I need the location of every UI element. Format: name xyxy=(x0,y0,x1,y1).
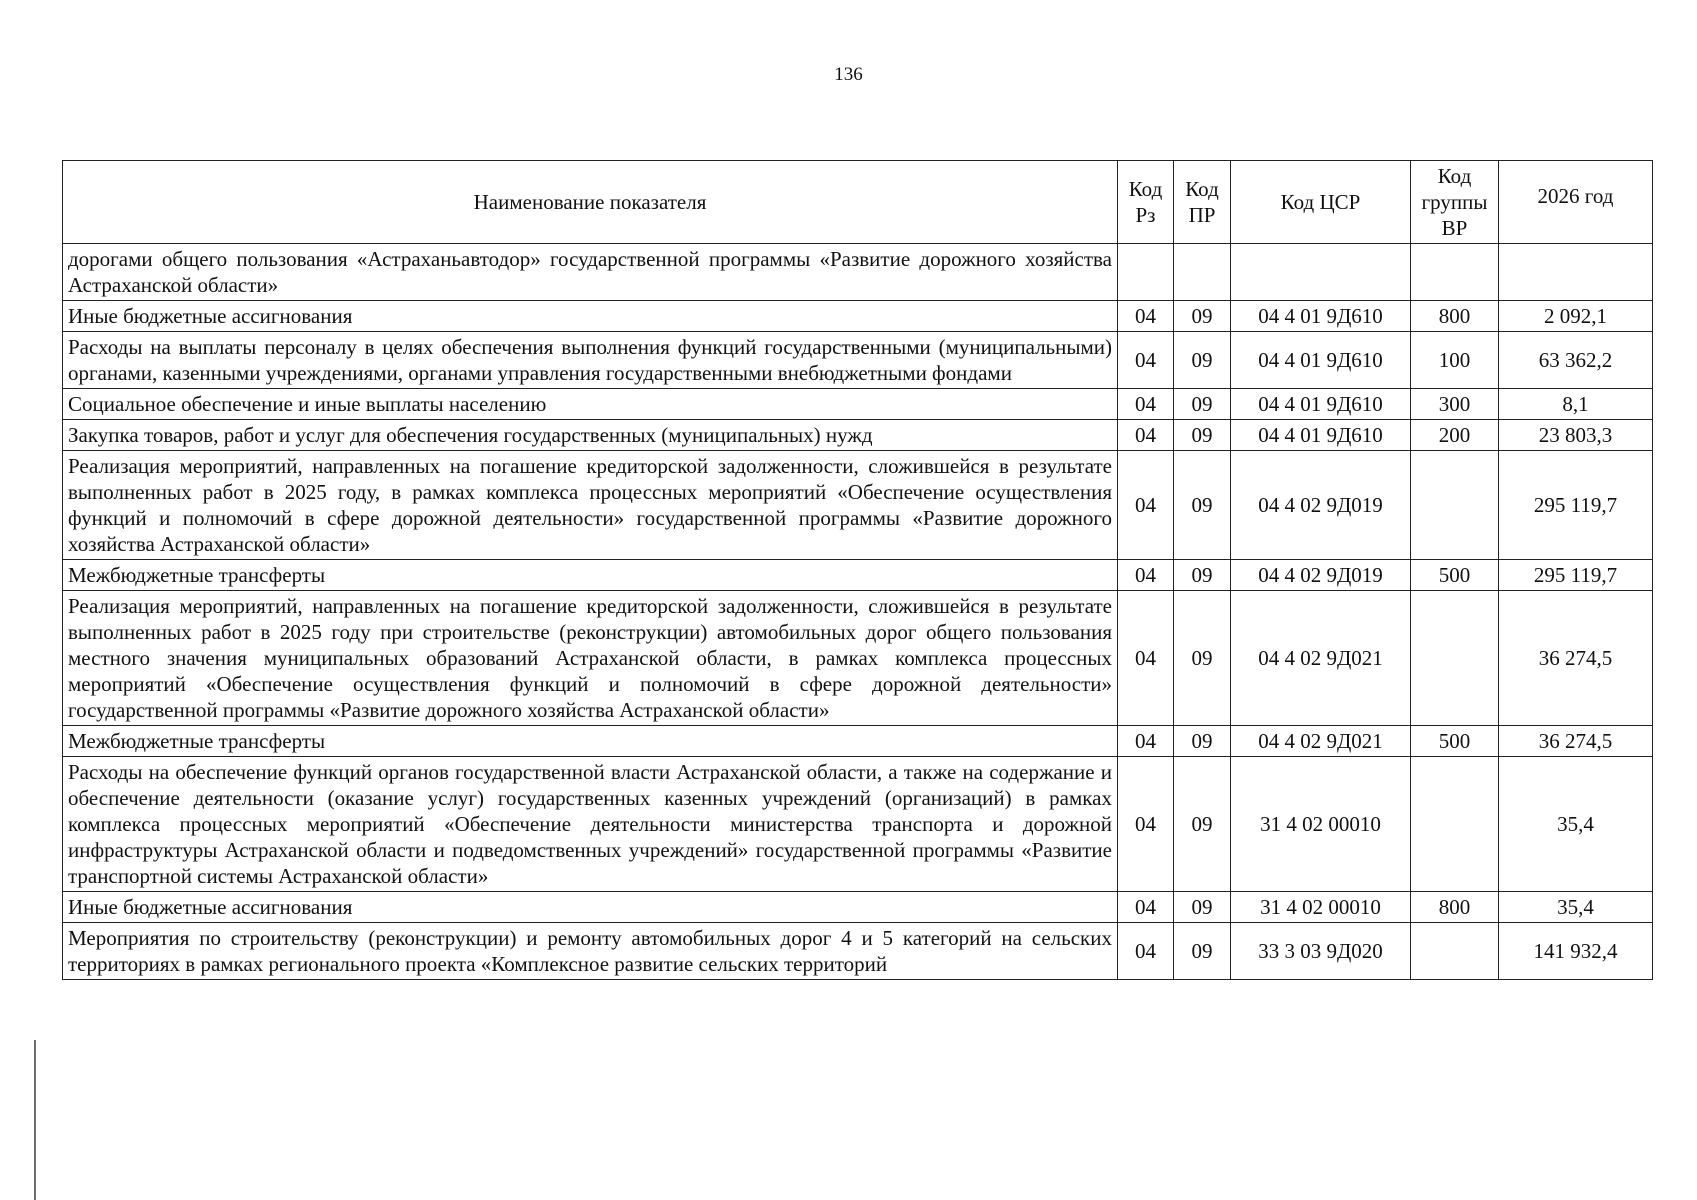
cell-rz: 04 xyxy=(1118,726,1174,757)
cell-csr: 33 3 03 9Д020 xyxy=(1231,923,1411,980)
cell-rz: 04 xyxy=(1118,591,1174,726)
table-row xyxy=(63,892,1653,923)
cell-rz: 04 xyxy=(1118,332,1174,389)
cell-pr xyxy=(1174,244,1231,301)
cell-value: 295 119,7 xyxy=(1499,451,1653,560)
cell-csr: 31 4 02 00010 xyxy=(1231,757,1411,892)
cell-value xyxy=(1499,244,1653,301)
cell-name: Мероприятия по строительству (реконструкции) и ремонту автомобильных дорог 4 и 5 категорий на сельских территориях в рамках регионального проекта «Комплексное развитие сельских территорий xyxy=(63,923,1118,980)
cell-vr: 800 xyxy=(1411,892,1499,923)
cell-name: Расходы на обеспечение функций органов государственной власти Астраханской области, а также на содержание и обеспечение деятельности (оказание услуг) государственных казенных учреждений (организаций) в рамках комплекса процессных мероприятий «Обеспечение деятельности министерства транспорта и дорожной инфраструктуры Астраханской области и подведомственных учреждений» государственной программы «Развитие транспортной системы Астраханской области» xyxy=(63,757,1118,892)
cell-csr: 04 4 01 9Д610 xyxy=(1231,332,1411,389)
cell-value: 35,4 xyxy=(1499,757,1653,892)
header-name: Наименование показателя xyxy=(63,161,1118,244)
cell-name: Межбюджетные трансферты xyxy=(63,726,1118,757)
cell-csr xyxy=(1231,244,1411,301)
table-row xyxy=(63,420,1653,451)
cell-pr: 09 xyxy=(1174,892,1231,923)
table-body xyxy=(63,244,1653,980)
cell-vr: 200 xyxy=(1411,420,1499,451)
table-row xyxy=(63,726,1653,757)
cell-rz: 04 xyxy=(1118,389,1174,420)
cell-name: Реализация мероприятий, направленных на погашение кредиторской задолженности, сложившейся в результате выполненных работ в 2025 году при строительстве (реконструкции) автомобильных дорог общего пользования местного значения муниципальных образований Астраханской области, в рамках комплекса процессных мероприятий «Обеспечение осуществления функций и полномочий в сфере дорожной деятельности» государственной программы «Развитие дорожного хозяйства Астраханской области» xyxy=(63,591,1118,726)
cell-value: 141 932,4 xyxy=(1499,923,1653,980)
header-vr: Код группы ВР xyxy=(1411,161,1499,244)
cell-rz xyxy=(1118,244,1174,301)
cell-value: 295 119,7 xyxy=(1499,560,1653,591)
cell-vr xyxy=(1411,451,1499,560)
cell-value: 63 362,2 xyxy=(1499,332,1653,389)
cell-pr: 09 xyxy=(1174,726,1231,757)
cell-pr: 09 xyxy=(1174,591,1231,726)
cell-name: Иные бюджетные ассигнования xyxy=(63,301,1118,332)
table-row xyxy=(63,332,1653,389)
cell-csr: 04 4 02 9Д019 xyxy=(1231,451,1411,560)
cell-value: 8,1 xyxy=(1499,389,1653,420)
cell-name: Реализация мероприятий, направленных на погашение кредиторской задолженности, сложившейся в результате выполненных работ в 2025 году, в рамках комплекса процессных мероприятий «Обеспечение осуществления функций и полномочий в сфере дорожной деятельности» государственной программы «Развитие дорожного хозяйства Астраханской области» xyxy=(63,451,1118,560)
cell-pr: 09 xyxy=(1174,923,1231,980)
cell-name: дорогами общего пользования «Астраханьавтодор» государственной программы «Развитие дорожного хозяйства Астраханской области» xyxy=(63,244,1118,301)
cell-name: Иные бюджетные ассигнования xyxy=(63,892,1118,923)
cell-rz: 04 xyxy=(1118,451,1174,560)
cell-csr: 04 4 02 9Д019 xyxy=(1231,560,1411,591)
budget-table xyxy=(62,160,1653,980)
table-row xyxy=(63,757,1653,892)
cell-value: 23 803,3 xyxy=(1499,420,1653,451)
cell-vr xyxy=(1411,591,1499,726)
cell-name: Межбюджетные трансферты xyxy=(63,560,1118,591)
cell-rz: 04 xyxy=(1118,923,1174,980)
cell-rz: 04 xyxy=(1118,420,1174,451)
table-row xyxy=(63,451,1653,560)
header-year: 2026 год xyxy=(1499,161,1653,244)
cell-pr: 09 xyxy=(1174,451,1231,560)
cell-value: 2 092,1 xyxy=(1499,301,1653,332)
cell-csr: 04 4 01 9Д610 xyxy=(1231,420,1411,451)
cell-pr: 09 xyxy=(1174,560,1231,591)
cell-vr: 500 xyxy=(1411,726,1499,757)
cell-csr: 04 4 02 9Д021 xyxy=(1231,591,1411,726)
scan-edge-line xyxy=(34,1040,36,1200)
cell-rz: 04 xyxy=(1118,301,1174,332)
table-row xyxy=(63,389,1653,420)
table-row xyxy=(63,560,1653,591)
table-row xyxy=(63,301,1653,332)
cell-vr: 300 xyxy=(1411,389,1499,420)
table-row xyxy=(63,591,1653,726)
cell-pr: 09 xyxy=(1174,332,1231,389)
cell-rz: 04 xyxy=(1118,892,1174,923)
cell-vr xyxy=(1411,757,1499,892)
cell-vr: 500 xyxy=(1411,560,1499,591)
cell-csr: 04 4 02 9Д021 xyxy=(1231,726,1411,757)
cell-vr: 100 xyxy=(1411,332,1499,389)
cell-rz: 04 xyxy=(1118,757,1174,892)
cell-csr: 04 4 01 9Д610 xyxy=(1231,301,1411,332)
cell-vr xyxy=(1411,244,1499,301)
header-csr: Код ЦСР xyxy=(1231,161,1411,244)
cell-vr: 800 xyxy=(1411,301,1499,332)
header-pr: Код ПР xyxy=(1174,161,1231,244)
cell-pr: 09 xyxy=(1174,301,1231,332)
table-row xyxy=(63,244,1653,301)
cell-value: 36 274,5 xyxy=(1499,726,1653,757)
cell-pr: 09 xyxy=(1174,420,1231,451)
page-number: 136 xyxy=(834,64,863,85)
cell-csr: 31 4 02 00010 xyxy=(1231,892,1411,923)
cell-name: Расходы на выплаты персоналу в целях обеспечения выполнения функций государственными (муниципальными) органами, казенными учреждениями, органами управления государственными внебюджетными фондами xyxy=(63,332,1118,389)
table-row xyxy=(63,923,1653,980)
cell-csr: 04 4 01 9Д610 xyxy=(1231,389,1411,420)
cell-name: Закупка товаров, работ и услуг для обеспечения государственных (муниципальных) нужд xyxy=(63,420,1118,451)
cell-value: 36 274,5 xyxy=(1499,591,1653,726)
cell-name: Социальное обеспечение и иные выплаты населению xyxy=(63,389,1118,420)
cell-value: 35,4 xyxy=(1499,892,1653,923)
cell-pr: 09 xyxy=(1174,389,1231,420)
cell-rz: 04 xyxy=(1118,560,1174,591)
cell-pr: 09 xyxy=(1174,757,1231,892)
table-header-row xyxy=(63,161,1653,244)
header-rz: Код Рз xyxy=(1118,161,1174,244)
cell-vr xyxy=(1411,923,1499,980)
